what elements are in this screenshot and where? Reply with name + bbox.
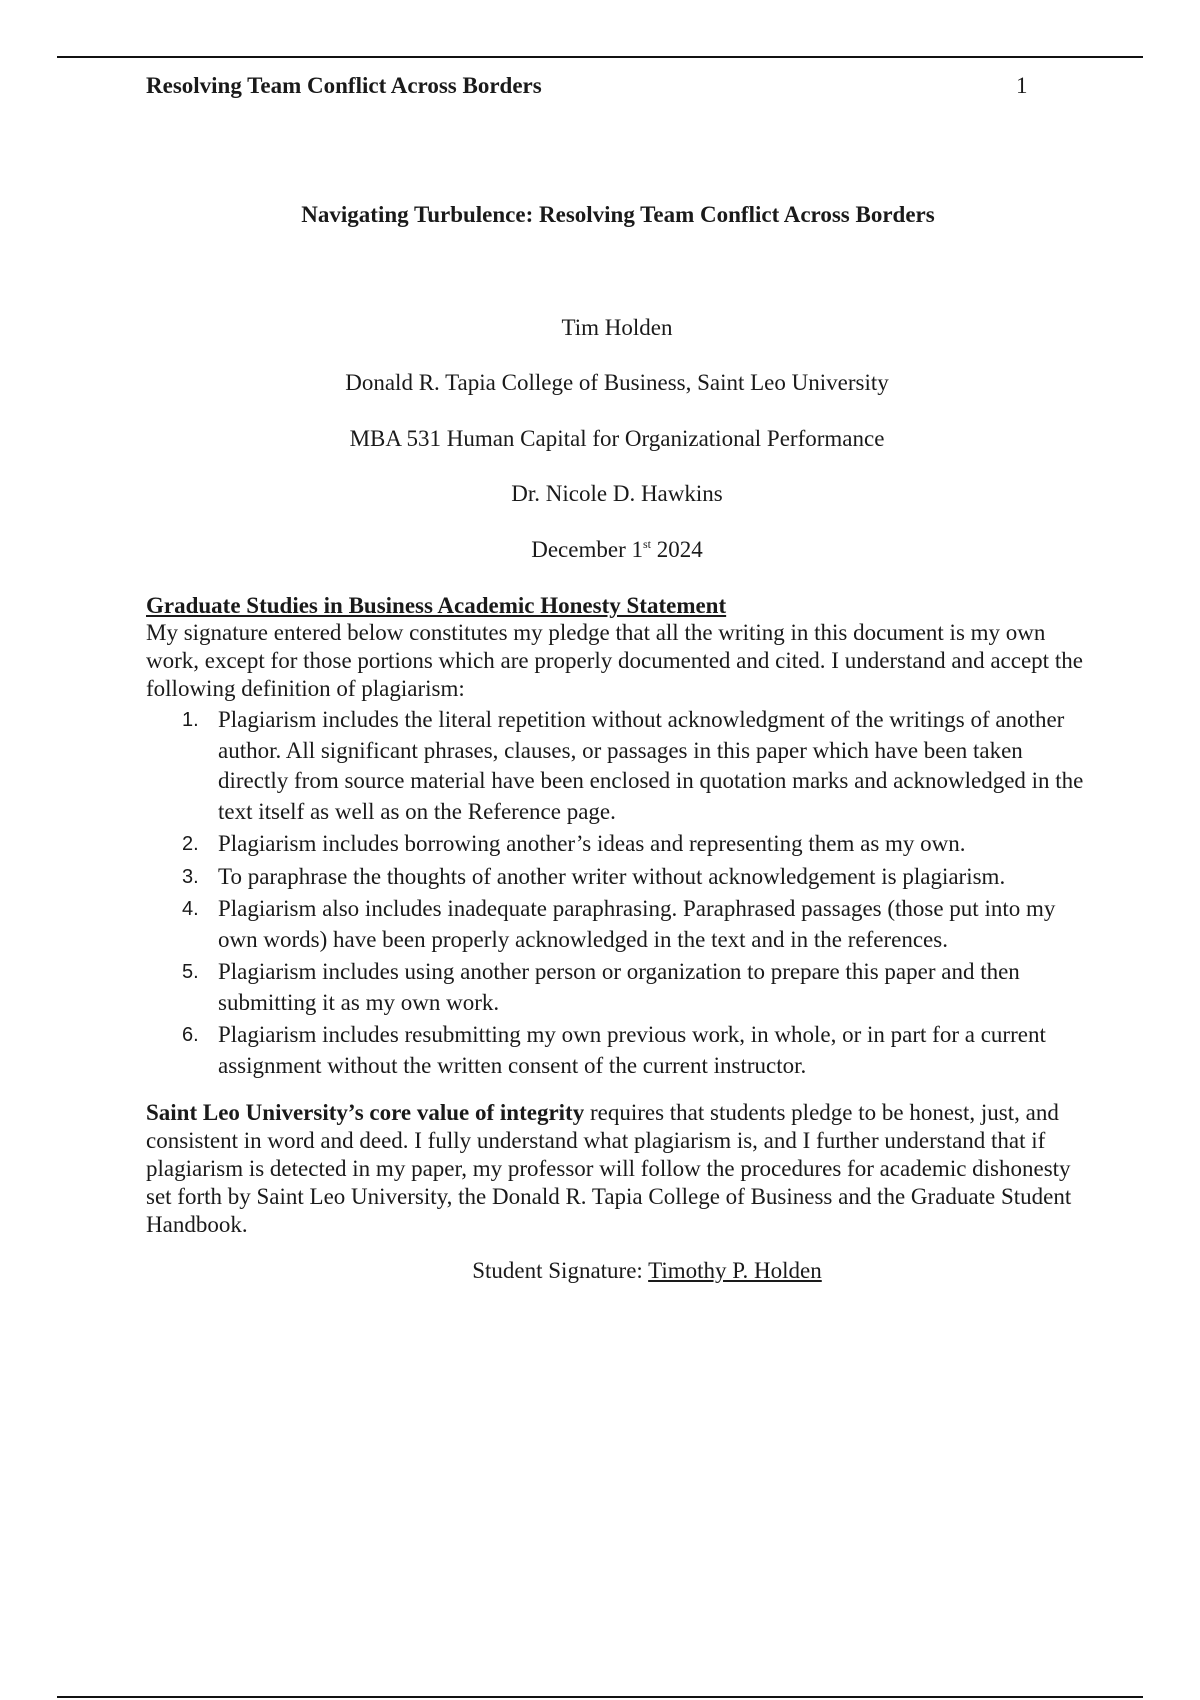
list-item [146, 829, 1096, 860]
course-name: MBA 531 Human Capital for Organizational Performance [349, 426, 885, 451]
list-item-text: Plagiarism includes borrowing another’s ideas and representing them as my own. [218, 831, 966, 856]
list-item-text: To paraphrase the thoughts of another writer without acknowledgement is plagiarism. [218, 863, 1006, 889]
list-item-number: 4. [182, 898, 199, 920]
list-item-text: Plagiarism includes the literal repetition without acknowledgment of the writings of another author. All significant phrases, clauses, or passages in this paper which have been taken directly from source material have been enclosed in quotation marks and acknowledged in the text itself as well as on the Reference page. [218, 707, 1084, 824]
author-name: Tim Holden [561, 315, 673, 340]
honesty-statement [146, 593, 1096, 1285]
list-item [146, 862, 1096, 893]
page-number: 1 [1016, 73, 1028, 98]
statement-intro: My signature entered below constitutes my pledge that all the writing in this document is my own work, except for those portions which are properly documented and cited. I understand and accept the following definition of plagiarism: [146, 620, 1083, 701]
list-item-text: Plagiarism includes resubmitting my own previous work, in whole, or in part for a current assignment without the written consent of the current instructor. [218, 1022, 1046, 1078]
author-affiliation: Donald R. Tapia College of Business, Saint Leo University [345, 370, 889, 395]
paper-title: Navigating Turbulence: Resolving Team Conflict Across Borders [301, 202, 935, 227]
integrity-lead: Saint Leo University’s core value of integrity [146, 1100, 585, 1125]
list-item-number: 5. [182, 961, 199, 983]
date-month-day: December 1 [531, 537, 643, 562]
running-head: Resolving Team Conflict Across Borders [146, 73, 542, 98]
student-signature-line [146, 1257, 1096, 1285]
list-item-text: Plagiarism includes using another person or organization to prepare this paper and then submitting it as my own work. [218, 959, 1020, 1015]
list-item-number: 1. [182, 709, 199, 731]
header-rule [57, 56, 1143, 58]
footer-rule [57, 1696, 1143, 1698]
plagiarism-definition-list [146, 705, 1096, 1081]
list-item-number: 6. [182, 1024, 199, 1046]
list-item [146, 705, 1096, 827]
list-item [146, 894, 1096, 955]
submission-date [0, 537, 1200, 566]
list-item-number: 3. [182, 865, 199, 888]
date-suffix: st [642, 537, 651, 551]
signature-name: Timothy P. Holden [648, 1258, 822, 1283]
list-item-number: 2. [182, 833, 199, 855]
list-item-text: Plagiarism also includes inadequate paraphrasing. Paraphrased passages (those put into my own words) have been properly acknowledged in the text and in the references. [218, 896, 1056, 952]
integrity-text: requires that students pledge to be honest, just, and consistent in word and deed. I fully understand what plagiarism is, and I further understand that if plagiarism is detected in my paper, my professor will follow the procedures for academic dishonesty set forth by Saint Leo University, the Donald R. Tapia College of Business and the Graduate Student Handbook. [146, 1100, 1072, 1237]
signature-label: Student Signature: [472, 1258, 649, 1283]
list-item [146, 957, 1096, 1018]
integrity-paragraph [146, 1099, 1096, 1239]
statement-heading: Graduate Studies in Business Academic Honesty Statement [146, 593, 727, 618]
list-item [146, 1020, 1096, 1081]
date-year: 2024 [651, 537, 703, 562]
instructor-name: Dr. Nicole D. Hawkins [511, 481, 723, 506]
